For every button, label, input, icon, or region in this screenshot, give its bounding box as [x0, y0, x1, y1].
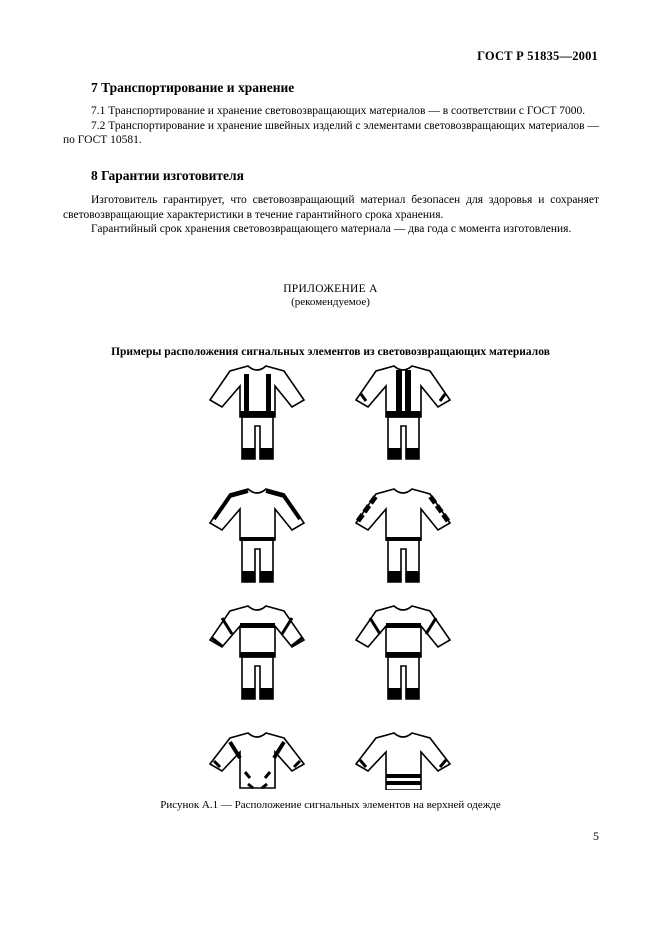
document-header: ГОСТ Р 51835—2001 [477, 49, 598, 63]
paragraph-8-1: Изготовитель гарантирует, что световозвращающий материал безопасен для здоровья и сохраняет световозвращающие характеристики в течение гарантийного срока хранения. [63, 194, 599, 221]
section-8-heading: 8 Гарантии изготовителя [91, 168, 244, 183]
garment-figure-2 [356, 366, 450, 459]
section-8-body [63, 193, 599, 237]
section-7-heading: 7 Транспортирование и хранение [91, 80, 295, 95]
paragraph-7-1: 7.1 Транспортирование и хранение световозвращающих материалов — в соответствии с ГОСТ 7000. [91, 105, 586, 117]
figure-caption: Рисунок А.1 — Расположение сигнальных элементов на верхней одежде [160, 799, 501, 811]
garment-figure-5 [210, 606, 304, 699]
garment-figure-1 [210, 366, 304, 459]
garment-figure-7 [210, 733, 304, 788]
section-7-body [63, 104, 599, 148]
garment-figure-3 [210, 489, 304, 582]
appendix-subtitle: (рекомендуемое) [291, 296, 370, 308]
page-number: 5 [593, 829, 599, 843]
paragraph-7-2: 7.2 Транспортирование и хранение швейных изделий с элементами световозвращающих материалов — по ГОСТ 10581. [63, 119, 599, 147]
garment-figure-6 [356, 606, 450, 699]
appendix-title: ПРИЛОЖЕНИЕ А [283, 283, 378, 295]
paragraph-8-2: Гарантийный срок хранения световозвращающего материала — два года с момента изготовления. [91, 223, 572, 236]
garment-figure-8 [356, 733, 450, 790]
figure-a1-garments [200, 360, 470, 790]
figure-title: Примеры расположения сигнальных элементов из световозвращающих материалов [111, 346, 550, 358]
garment-figure-4 [356, 489, 450, 582]
